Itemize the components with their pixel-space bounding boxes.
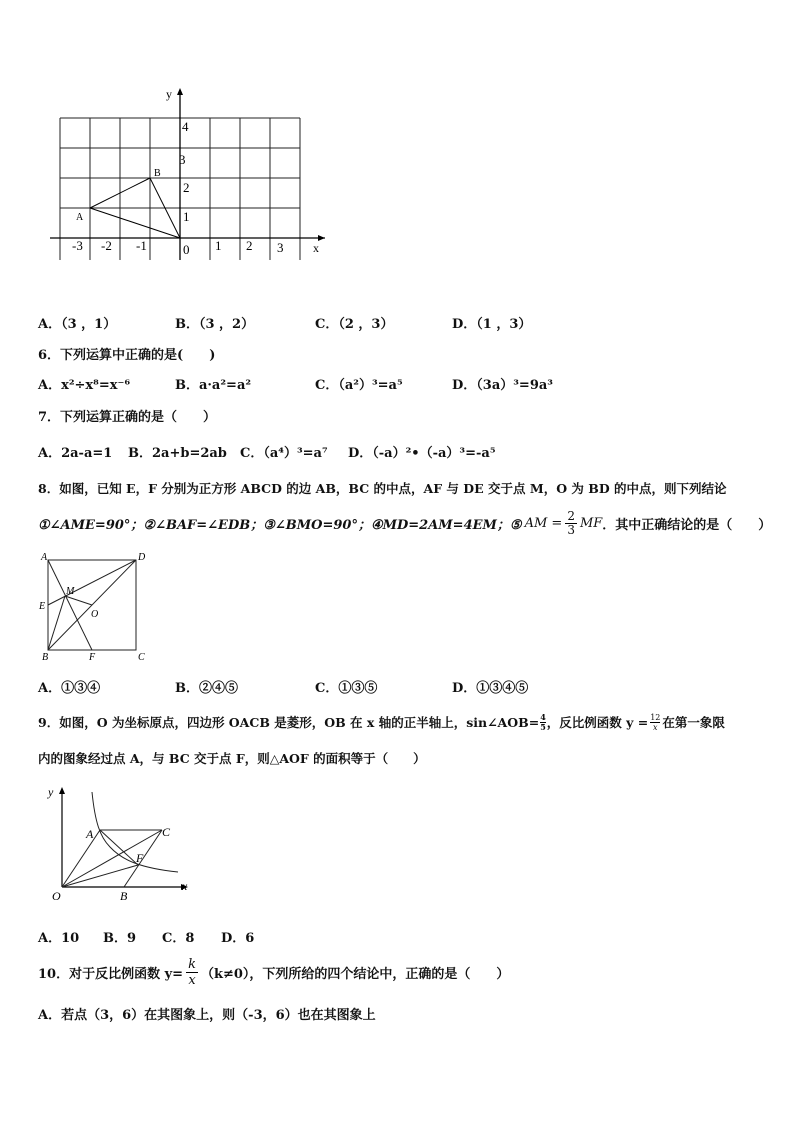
q9-rhombus-figure [40, 782, 200, 907]
q5-option-d[interactable]: D．（1 ，3） [452, 317, 532, 332]
q8-square-figure [36, 550, 156, 665]
x-tick: 3 [277, 240, 284, 255]
q10-stem [38, 954, 509, 990]
q9-sin-den: 5 [540, 721, 546, 732]
q10-option-a[interactable]: A．若点（3，6）在其图象上，则（-3，6）也在其图象上 [38, 1008, 376, 1023]
q9-stem-line2: 内的图象经过点 A，与 BC 交于点 F，则△AOF 的面积等于（ ） [38, 751, 426, 766]
q9-fn-num: 12 [650, 712, 661, 722]
q9-stem-2: ，反比例函数 y = [546, 715, 649, 730]
q9-sin-fraction [540, 713, 546, 732]
point-b-label: B [154, 168, 161, 179]
x-tick: 2 [246, 238, 253, 253]
q9-x-label: x [182, 879, 188, 893]
q6-stem: 6．下列运算中正确的是( ) [38, 348, 216, 363]
q7-stem: 7．下列运算正确的是（ ） [38, 410, 217, 425]
q7-option-d[interactable]: D．（-a）²•（-a）³=-a⁵ [348, 446, 496, 461]
q8-frac-num: 2 [567, 508, 575, 523]
q8-conclusions: ①∠AME=90°；②∠BAF=∠EDB；③∠BMO=90°；④MD=2AM=4EM；⑤ [38, 517, 522, 533]
x-tick: -2 [101, 238, 112, 253]
q9-label-b: B [120, 889, 128, 903]
q9-fn-den: x [653, 722, 658, 732]
q8-option-a[interactable]: A．①③④ [38, 681, 101, 696]
label-e: E [39, 601, 46, 612]
q8-option-c[interactable]: C．①③⑤ [315, 681, 378, 696]
y-axis-label: y [166, 87, 172, 101]
label-b: B [42, 652, 49, 663]
q9-sin-num: 4 [540, 711, 546, 722]
label-a: A [41, 552, 48, 563]
q9-fn-fraction [650, 713, 660, 732]
q8-conclusions-line [38, 506, 771, 540]
y-tick: 4 [182, 119, 189, 134]
x-tick: 0 [183, 242, 190, 257]
q8-option-b[interactable]: B．②④⑤ [175, 681, 238, 696]
q8-fraction [565, 510, 577, 537]
q6-option-c[interactable]: C．（a²）³=a⁵ [315, 378, 403, 393]
q6-option-b[interactable]: B．a·a²=a² [175, 378, 252, 393]
x-axis-label: x [313, 241, 319, 255]
point-a-label: A [76, 212, 84, 223]
q9-stem-3: 在第一象限 [662, 715, 725, 730]
label-m: M [66, 586, 75, 597]
q9-option-a[interactable]: A．10 [38, 931, 80, 946]
q9-option-d[interactable]: D．6 [221, 931, 255, 946]
q10-fn-den: x [188, 972, 196, 988]
q7-option-b[interactable]: B．2a+b=2ab [128, 446, 227, 461]
q5-coordinate-graph [40, 80, 340, 260]
q9-y-label: y [48, 785, 54, 799]
x-tick: -3 [72, 238, 83, 253]
q8-stem: 8．如图，已知 E，F 分别为正方形 ABCD 的边 AB，BC 的中点，AF 与 DE 交于点 M，O 为 BD 的中点，则下列结论 [38, 481, 727, 496]
q9-option-c[interactable]: C．8 [162, 931, 195, 946]
q10-stem-2: （k≠0），下列所给的四个结论中，正确的是（ ） [200, 966, 510, 982]
q10-fn-fraction [186, 957, 198, 988]
q9-label-a: A [86, 827, 94, 841]
q7-option-c[interactable]: C．（a⁴）³=a⁷ [240, 446, 328, 461]
y-tick: 2 [183, 180, 190, 195]
label-d: D [138, 552, 146, 563]
q5-option-c[interactable]: C．（2 ，3） [315, 317, 394, 332]
q10-fn-num: k [188, 956, 196, 972]
q6-option-a[interactable]: A．x²÷x⁸=x⁻⁶ [38, 378, 131, 393]
q8-option-d[interactable]: D．①③④⑤ [452, 681, 529, 696]
x-tick: -1 [136, 238, 147, 253]
q9-label-o: O [52, 889, 61, 903]
q9-stem-1: 9．如图，O 为坐标原点，四边形 OACB 是菱形，OB 在 x 轴的正半轴上，sin∠AOB= [38, 715, 540, 730]
q9-option-b[interactable]: B．9 [103, 931, 137, 946]
q6-option-d[interactable]: D．（3a）³=9a³ [452, 378, 553, 393]
q9-label-c: C [162, 825, 171, 839]
q7-option-a[interactable]: A．2a-a=1 [38, 446, 113, 461]
q8-formula-right: MF [579, 515, 603, 531]
y-tick: 3 [179, 152, 186, 167]
label-f: F [89, 652, 96, 663]
q9-label-f: F [136, 851, 144, 865]
label-o: O [91, 609, 99, 620]
x-tick: 1 [215, 238, 222, 253]
q8-formula-left: AM = [524, 515, 563, 531]
q9-stem-line1 [38, 708, 725, 736]
label-c: C [138, 652, 145, 663]
q5-option-b[interactable]: B．（3 ，2） [175, 317, 255, 332]
q10-stem-1: 10．对于反比例函数 y= [38, 966, 184, 982]
q8-frac-den: 3 [567, 522, 575, 537]
q5-option-a[interactable]: A．（3 ，1） [38, 317, 117, 332]
q8-tail: ．其中正确结论的是（ ） [602, 517, 772, 533]
y-tick: 1 [183, 209, 190, 224]
